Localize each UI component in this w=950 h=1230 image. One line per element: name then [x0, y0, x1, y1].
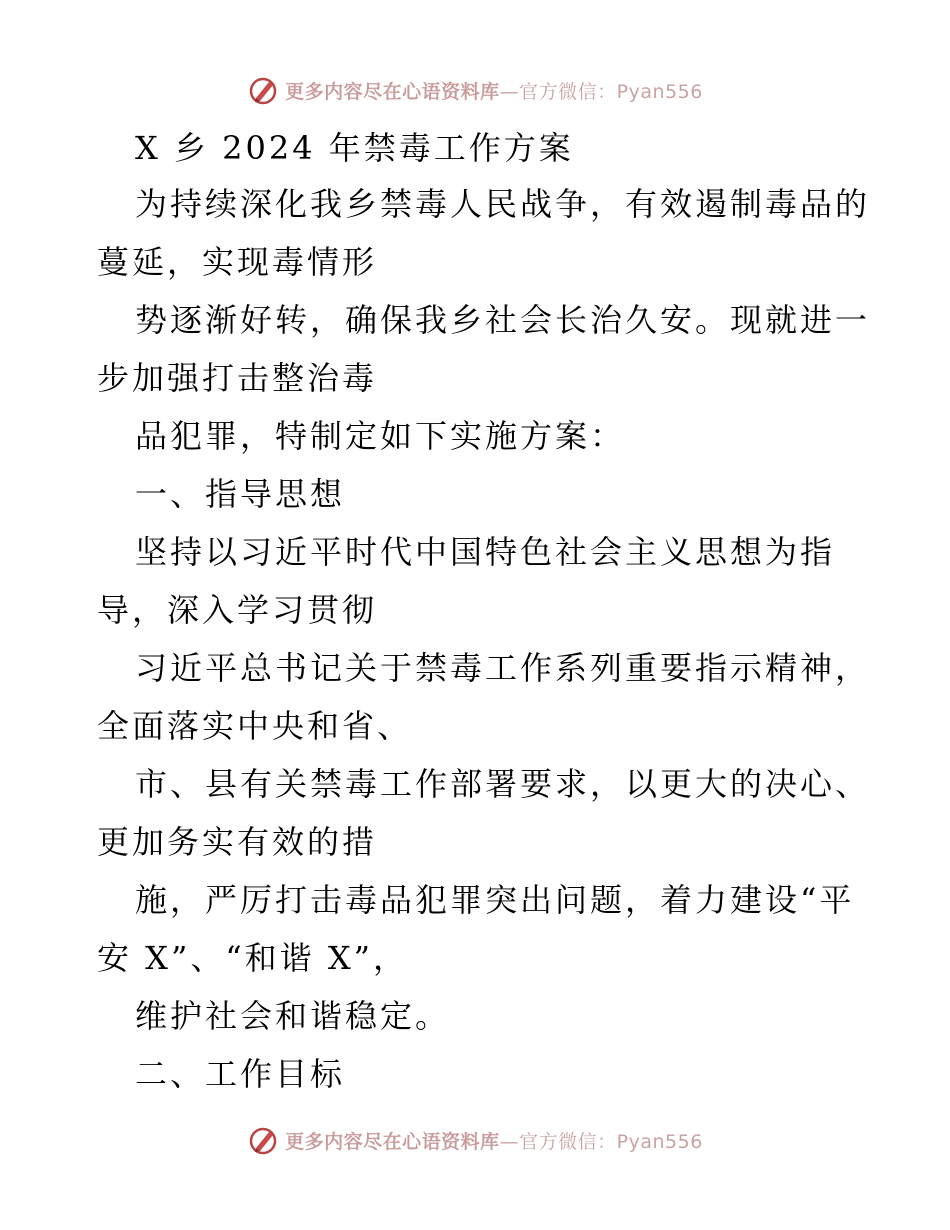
doc-line: 步加强打击整治毒 — [97, 359, 378, 397]
doc-line: 安 X”、“和谐 X”， — [97, 939, 408, 977]
doc-line: 全面落实中央和省、 — [97, 707, 413, 745]
doc-line: 习近平总书记关于禁毒工作系列重要指示精神， — [135, 649, 871, 687]
doc-title: X 乡 2024 年禁毒工作方案 — [135, 129, 574, 167]
doc-line: 为持续深化我乡禁毒人民战争，有效遏制毒品的 — [135, 185, 871, 223]
doc-line: 蔓延，实现毒情形 — [97, 243, 378, 281]
doc-line: 坚持以习近平时代中国特色社会主义思想为指 — [135, 533, 836, 571]
doc-line: 导，深入学习贯彻 — [97, 591, 378, 629]
watermark-text: 更多内容尽在心语资料库—官方微信：Pyan556 — [285, 1130, 703, 1153]
doc-line: 更加务实有效的措 — [97, 823, 378, 861]
doc-line: 市、县有关禁毒工作部署要求，以更大的决心、 — [135, 765, 871, 803]
watermark-text: 更多内容尽在心语资料库—官方微信：Pyan556 — [285, 80, 703, 103]
doc-line: 品犯罪，特制定如下实施方案： — [135, 417, 626, 455]
doc-line: 施，严厉打击毒品犯罪突出问题，着力建设“平 — [135, 881, 855, 919]
doc-line: 势逐渐好转，确保我乡社会长治久安。现就进一 — [135, 301, 871, 339]
header-watermark — [0, 70, 950, 110]
doc-line: 维护社会和谐稳定。 — [135, 997, 451, 1035]
pen-logo-icon — [247, 1124, 279, 1156]
section-heading: 一、指导思想 — [135, 475, 346, 513]
pen-logo-icon — [247, 74, 279, 106]
footer-watermark — [0, 1120, 950, 1160]
section-heading: 二、工作目标 — [135, 1055, 346, 1093]
